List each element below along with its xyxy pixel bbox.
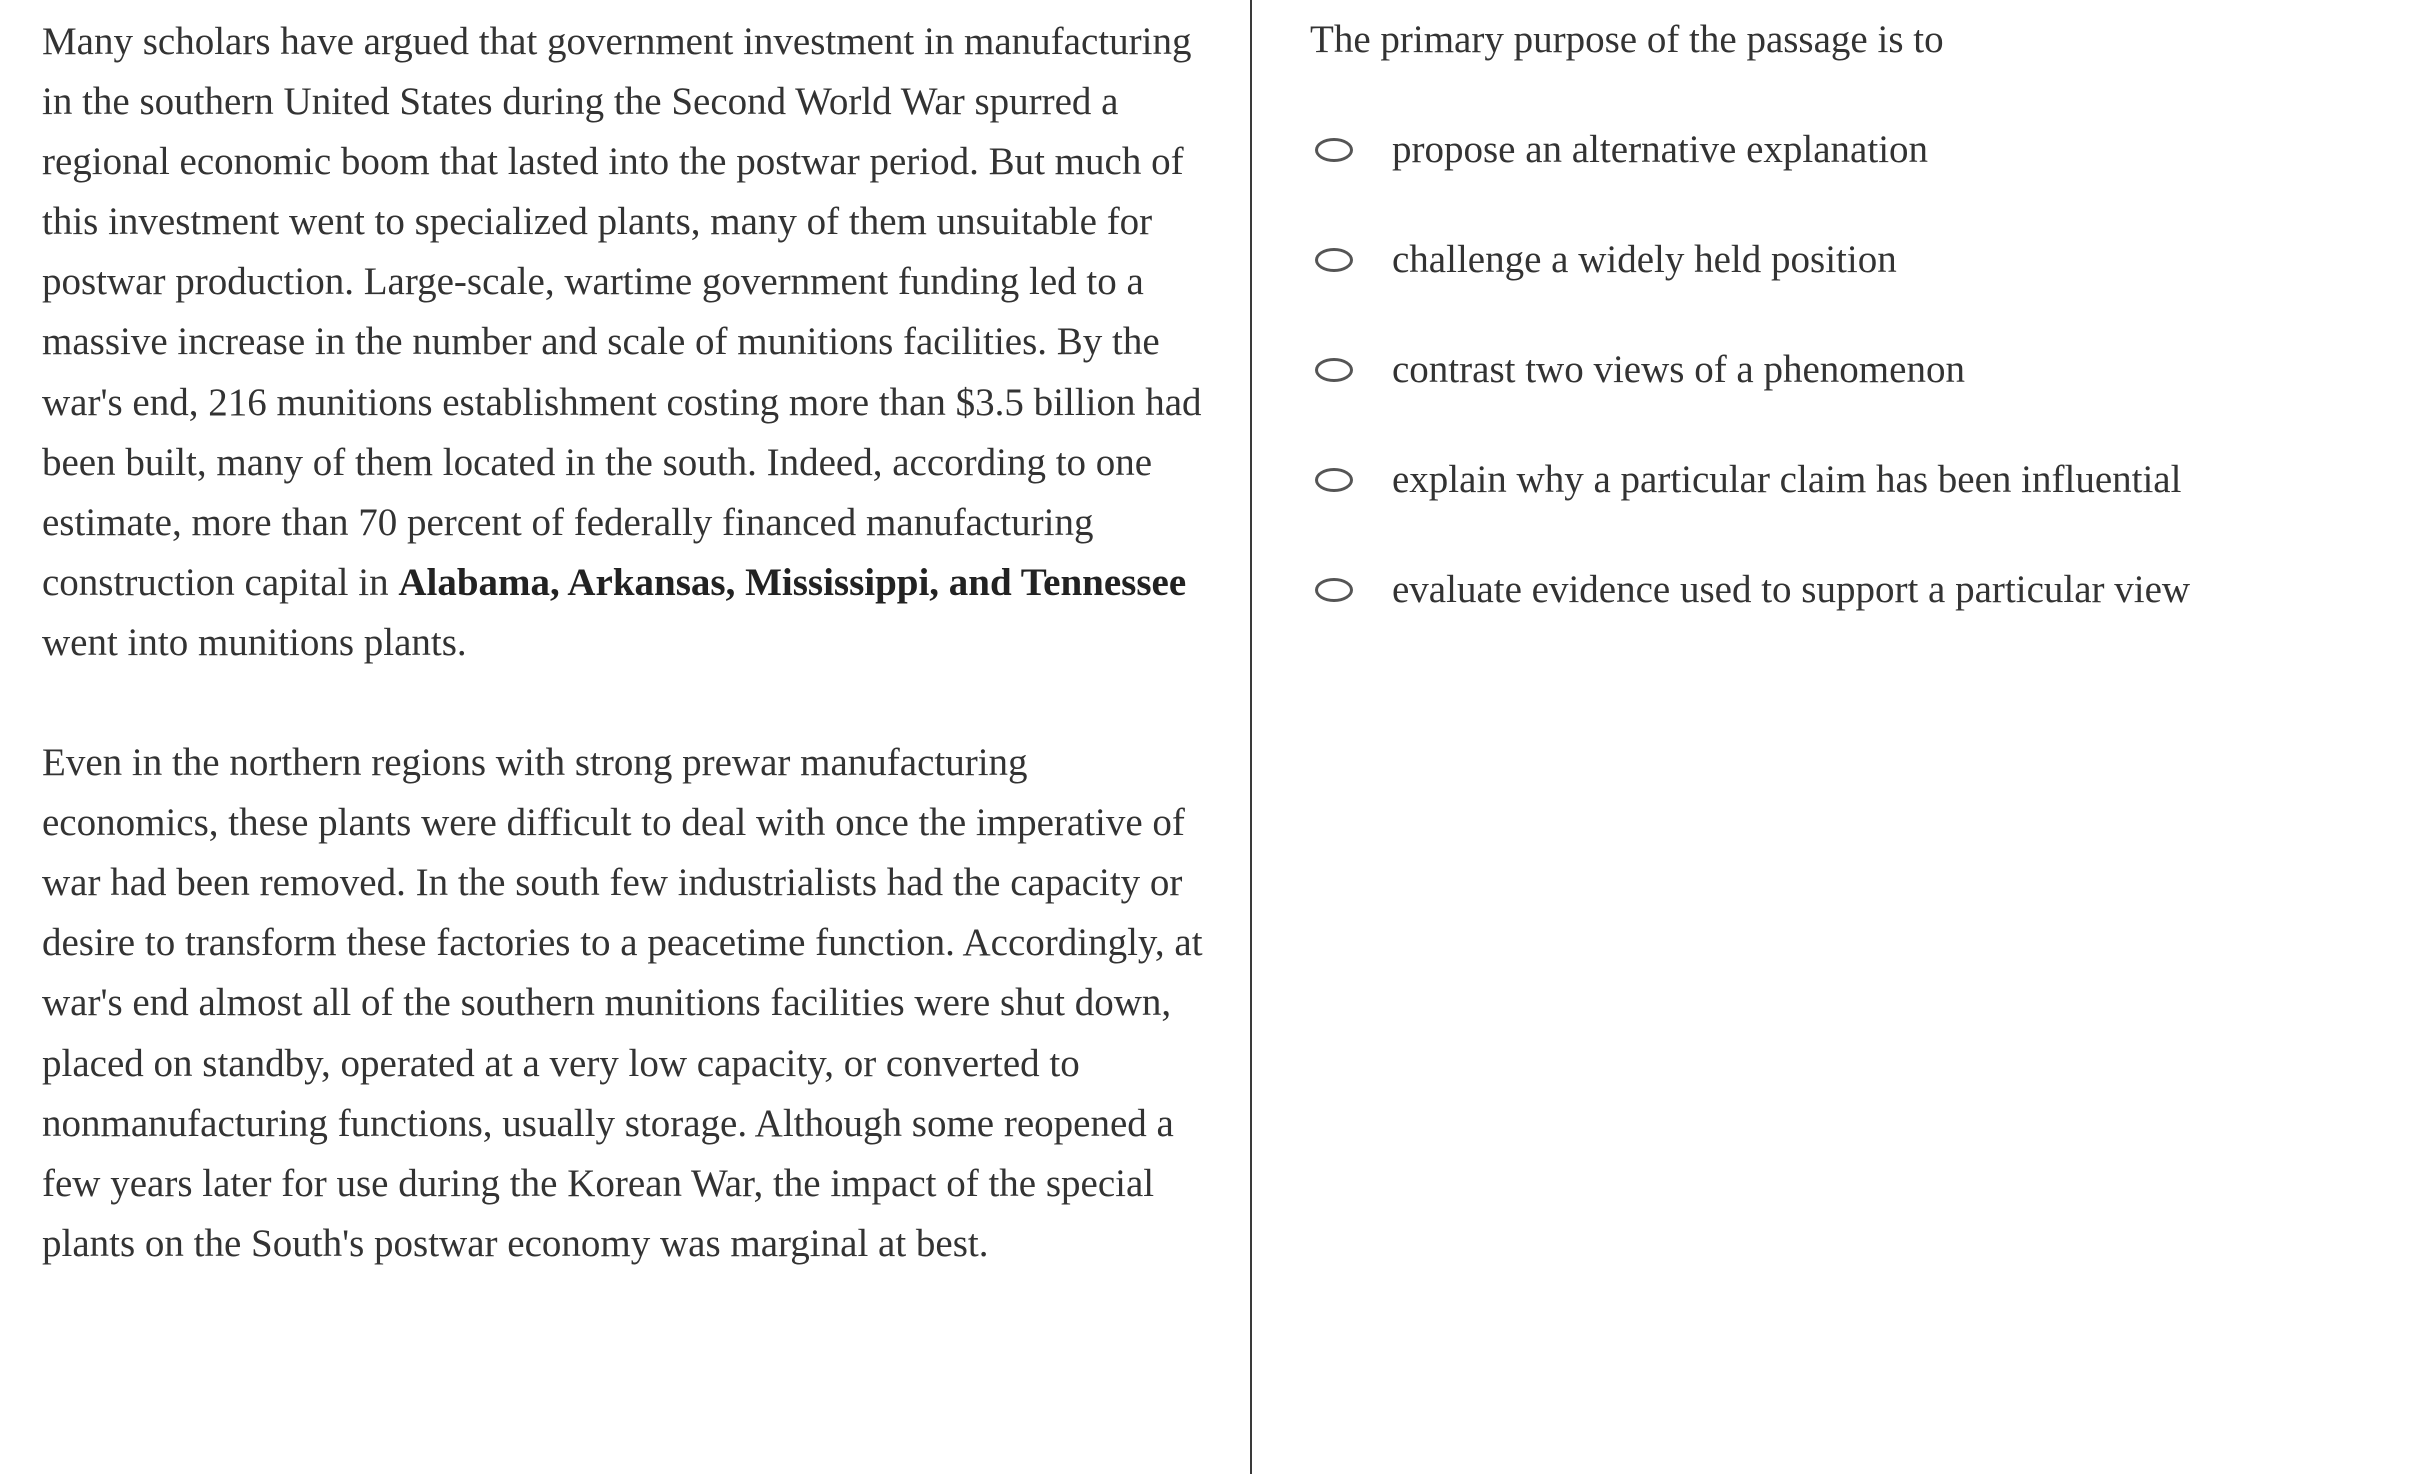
- radio-button-icon[interactable]: [1315, 358, 1353, 382]
- passage-paragraph-1: [42, 12, 1212, 673]
- answer-choice-e[interactable]: [1310, 564, 2190, 616]
- answer-choice-label: challenge a widely held position: [1392, 238, 1897, 281]
- question-stem: The primary purpose of the passage is to: [1310, 18, 1944, 61]
- passage-paragraph-1-ending: went into munitions plants.: [42, 620, 467, 664]
- answer-choice-label: evaluate evidence used to support a particular view: [1392, 568, 2191, 611]
- answer-choice-c[interactable]: [1310, 344, 2190, 396]
- answer-choice-a[interactable]: [1310, 124, 2190, 176]
- passage-paragraph-1-text: Many scholars have argued that government investment in manufacturing in the southern United States during the Second World War spurred a regional economic boom that lasted into the postwar period. But much of this investment went to specialized plants, many of them unsuitable for postwar production. Large-scale, wartime government funding led to a massive increase in the number and scale of munitions facilities. By the war's end, 216 munitions establishment costing more than $3.5 billion had been built, many of them located in the south. Indeed, according to one estimate, more than 70 percent of federally financed manufacturing construction capital in: [42, 20, 1202, 604]
- radio-button-icon[interactable]: [1315, 248, 1353, 272]
- passage-paragraph-1-bold-states: Alabama, Arkansas, Mississippi, and Tennessee: [398, 560, 1187, 604]
- radio-button-icon[interactable]: [1315, 578, 1353, 602]
- radio-button-icon[interactable]: [1315, 468, 1353, 492]
- answer-choice-label: contrast two views of a phenomenon: [1392, 348, 1965, 391]
- answer-choices: [1310, 124, 2190, 674]
- question-pane: [1310, 0, 2420, 1474]
- answer-choice-b[interactable]: [1310, 234, 2190, 286]
- radio-button-icon[interactable]: [1315, 138, 1353, 162]
- pane-divider[interactable]: [1250, 0, 1252, 1474]
- answer-choice-label: explain why a particular claim has been influential: [1392, 458, 2182, 501]
- answer-choice-d[interactable]: [1310, 454, 2190, 506]
- passage-paragraph-2: Even in the northern regions with strong prewar manufacturing economics, these plants were difficult to deal with once the imperative of war had been removed. In the south few industrialists had the capacity or desire to transform these factories to a peacetime function. Accordingly, at war's end almost all of the southern munitions facilities were shut down, placed on standby, operated at a very low capacity, or converted to nonmanufacturing functions, usually storage. Although some reopened a few years later for use during the Korean War, the impact of the special plants on the South's postwar economy was marginal at best.: [42, 741, 1203, 1265]
- answer-choice-label: propose an alternative explanation: [1392, 128, 1929, 171]
